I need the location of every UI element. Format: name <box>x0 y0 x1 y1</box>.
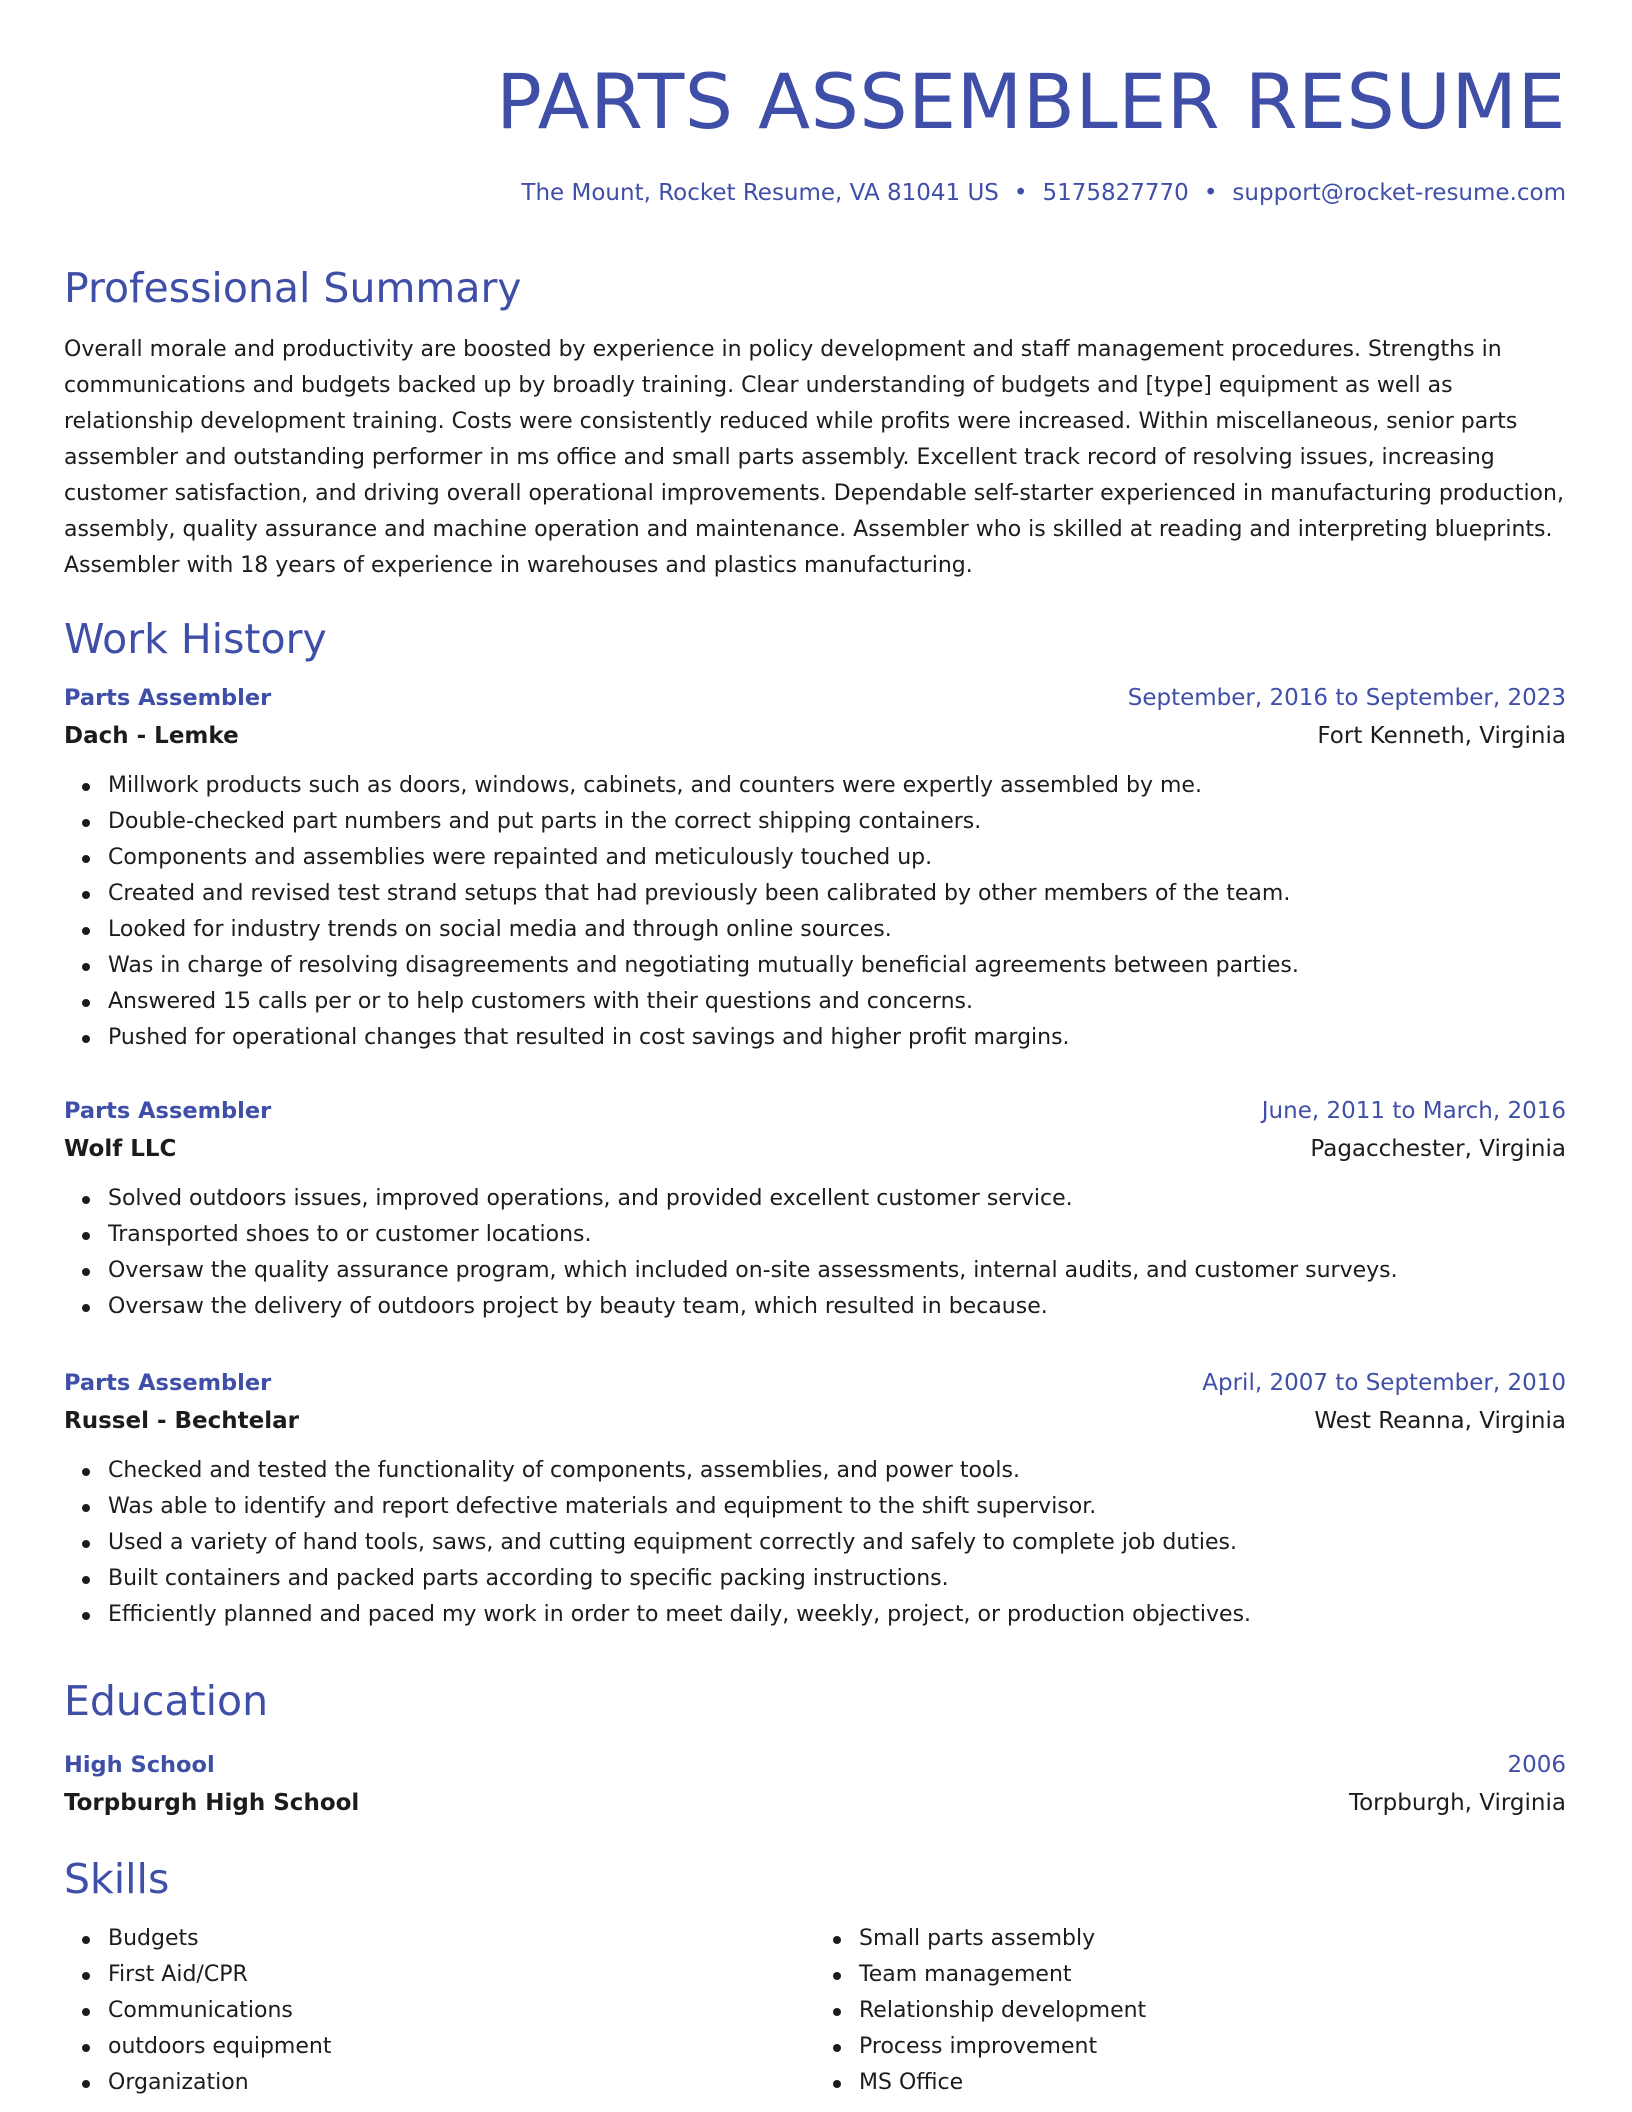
job-duties-list <box>64 1453 1566 1633</box>
list-item: Components and assemblies were repainted and meticulously touched up. <box>108 840 1566 876</box>
skill-item: Organization <box>108 2065 815 2101</box>
skill-item: MS Office <box>859 2065 1566 2101</box>
list-item: Double-checked part numbers and put parts in the correct shipping containers. <box>108 804 1566 840</box>
contact-separator: • <box>1203 180 1218 206</box>
section-title-summary: Professional Summary <box>64 264 522 312</box>
education-location: Torpburgh, Virginia <box>1348 1790 1566 1816</box>
job-company: Russel - Bechtelar <box>64 1408 299 1434</box>
list-item: Oversaw the delivery of outdoors project by beauty team, which resulted in because. <box>108 1289 1566 1325</box>
list-item: Used a variety of hand tools, saws, and cutting equipment correctly and safely to complete job duties. <box>108 1525 1566 1561</box>
skill-item: Relationship development <box>859 1993 1566 2029</box>
job-location: West Reanna, Virginia <box>1314 1408 1566 1434</box>
section-title-education: Education <box>64 1677 269 1725</box>
list-item: Built containers and packed parts according to specific packing instructions. <box>108 1561 1566 1597</box>
contact-phone: 5175827770 <box>1042 180 1189 206</box>
job-entry <box>64 1093 1566 1325</box>
job-duties-list <box>64 768 1566 1056</box>
skill-item: Small parts assembly <box>859 1921 1566 1957</box>
job-title: Parts Assembler <box>64 685 272 711</box>
job-title: Parts Assembler <box>64 1370 272 1396</box>
list-item: Solved outdoors issues, improved operations, and provided excellent customer service. <box>108 1181 1566 1217</box>
section-title-work-history: Work History <box>64 615 327 663</box>
job-location: Pagacchester, Virginia <box>1310 1136 1566 1162</box>
job-company: Dach - Lemke <box>64 723 239 749</box>
skill-item: Process improvement <box>859 2029 1566 2065</box>
list-item: Efficiently planned and paced my work in order to meet daily, weekly, project, or production objectives. <box>108 1597 1566 1633</box>
contact-separator: • <box>1013 180 1028 206</box>
education-year: 2006 <box>1507 1752 1566 1778</box>
job-dates: April, 2007 to September, 2010 <box>1202 1370 1566 1396</box>
skills-columns <box>64 1921 1566 2101</box>
job-duties-list <box>64 1181 1566 1325</box>
contact-address: The Mount, Rocket Resume, VA 81041 US <box>521 180 999 206</box>
list-item: Millwork products such as doors, windows, cabinets, and counters were expertly assembled by me. <box>108 768 1566 804</box>
resume-title: PARTS ASSEMBLER RESUME <box>496 57 1566 146</box>
list-item: Oversaw the quality assurance program, which included on-site assessments, internal audits, and customer surveys. <box>108 1253 1566 1289</box>
contact-line <box>521 178 1566 208</box>
job-entry <box>64 680 1566 1056</box>
list-item: Looked for industry trends on social media and through online sources. <box>108 912 1566 948</box>
job-location: Fort Kenneth, Virginia <box>1317 723 1566 749</box>
list-item: Transported shoes to or customer locations. <box>108 1217 1566 1253</box>
list-item: Created and revised test strand setups that had previously been calibrated by other members of the team. <box>108 876 1566 912</box>
skills-list-right <box>815 1921 1566 2101</box>
job-dates: September, 2016 to September, 2023 <box>1127 685 1566 711</box>
list-item: Checked and tested the functionality of components, assemblies, and power tools. <box>108 1453 1566 1489</box>
skill-item: Communications <box>108 1993 815 2029</box>
skill-item: First Aid/CPR <box>108 1957 815 1993</box>
section-title-skills: Skills <box>64 1855 170 1903</box>
job-dates: June, 2011 to March, 2016 <box>1261 1098 1566 1124</box>
education-entry <box>64 1747 1566 1823</box>
skills-list-left <box>64 1921 815 2101</box>
skill-item: outdoors equipment <box>108 2029 815 2065</box>
contact-email: support@rocket-resume.com <box>1232 180 1566 206</box>
education-school: Torpburgh High School <box>64 1790 360 1816</box>
job-company: Wolf LLC <box>64 1136 177 1162</box>
skill-item: Team management <box>859 1957 1566 1993</box>
list-item: Pushed for operational changes that resulted in cost savings and higher profit margins. <box>108 1020 1566 1056</box>
list-item: Was in charge of resolving disagreements and negotiating mutually beneficial agreements between parties. <box>108 948 1566 984</box>
job-title: Parts Assembler <box>64 1098 272 1124</box>
list-item: Answered 15 calls per or to help customers with their questions and concerns. <box>108 984 1566 1020</box>
education-degree: High School <box>64 1752 215 1778</box>
skill-item: Budgets <box>108 1921 815 1957</box>
list-item: Was able to identify and report defective materials and equipment to the shift supervisor. <box>108 1489 1566 1525</box>
job-entry <box>64 1365 1566 1633</box>
summary-text: Overall morale and productivity are boosted by experience in policy development and staff management procedures. Strengths in communications and budgets backed up by broadly training. Clear understanding of budgets and [type] equipment as well as relationship development training. Costs were consistently reduced while profits were increased. Within miscellaneous, senior parts assembler and outstanding performer in ms office and small parts assembly. Excellent track record of resolving issues, increasing customer satisfaction, and driving overall operational improvements. Dependable self-starter experienced in manufacturing production, assembly, quality assurance and machine operation and maintenance. Assembler who is skilled at reading and interpreting blueprints. Assembler with 18 years of experience in warehouses and plastics manufacturing. <box>64 337 1564 578</box>
